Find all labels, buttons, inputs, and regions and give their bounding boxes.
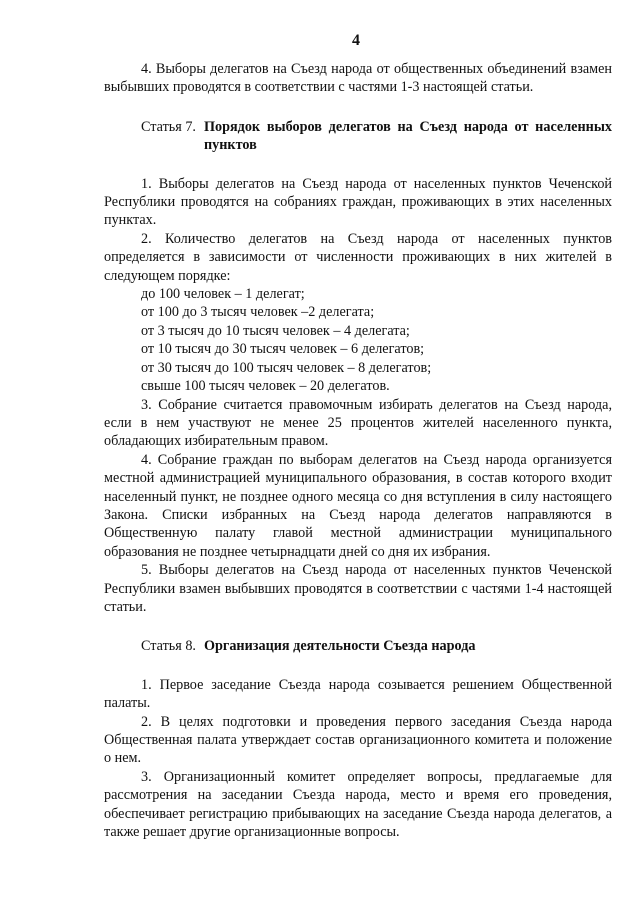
article8-heading: [104, 637, 612, 655]
article8-part2: 2. В целях подготовки и проведения первого заседания Съезда народа Общественная палата утверждает состав организационного комитета и положение о нем.: [104, 713, 612, 767]
document-body: [104, 60, 612, 841]
list-item: свыше 100 тысяч человек – 20 делегатов.: [141, 378, 390, 395]
article8-part3: 3. Организационный комитет определяет вопросы, предлагаемые для рассмотрения на заседании Съезда народа, место и время его проведения, обеспечивает регистрацию прибывающих на заседание Съезда народа делегатов, а также решает другие организационные вопросы.: [104, 768, 612, 841]
article8-part1: 1. Первое заседание Съезда народа созывается решением Общественной палаты.: [104, 676, 612, 712]
article7-label: Статья 7.: [141, 118, 196, 135]
article7-title: Порядок выборов делегатов на Съезд народа от населенных пунктов: [203, 118, 612, 154]
list-item: от 100 до 3 тысяч человек –2 делегата;: [141, 304, 375, 321]
article7-part5: 5. Выборы делегатов на Съезд народа от населенных пунктов Чеченской Республики взамен выбывших проводятся в соответствии с частями 1-4 настоящей статьи.: [104, 562, 612, 615]
list-item: от 30 тысяч до 100 тысяч человек – 8 делегатов;: [141, 359, 432, 376]
list-item: до 100 человек – 1 делегат;: [141, 286, 305, 303]
delegate-quota-list: [104, 285, 612, 395]
article8-title: Организация деятельности Съезда народа: [203, 638, 476, 655]
article7-part3: 3. Собрание считается правомочным избирать делегатов на Съезд народа, если в нем участвуют не менее 25 процентов жителей населенного пункта, обладающих избирательным правом.: [104, 396, 612, 450]
page-number: 4: [352, 32, 360, 49]
article6-part4: 4. Выборы делегатов на Съезд народа от общественных объединений взамен выбывших проводятся в соответствии с частями 1-3 настоящей статьи.: [104, 61, 612, 96]
article7-part1: 1. Выборы делегатов на Съезд народа от населенных пунктов Чеченской Республики проводятся на собраниях граждан, проживающих в этих населенных пунктах.: [104, 175, 612, 229]
article7-part2: 2. Количество делегатов на Съезд народа от населенных пунктов определяется в зависимости от численности проживающих в них жителей в следующем порядке:: [104, 230, 612, 284]
article7-part4: 4. Собрание граждан по выборам делегатов на Съезд народа организуется местной администрацией муниципального образования, в состав которого входит населенный пункт, не позднее одного месяца со дня вступления в силу настоящего Закона. Списки избранных на Съезд народа делегатов направляются в Общественную палату главой местной администрации муниципального образования не позднее четырнадцати дней со дня их избрания.: [104, 451, 612, 560]
article7-heading: [104, 118, 612, 155]
article8-label: Статья 8.: [141, 638, 196, 655]
list-item: от 3 тысяч до 10 тысяч человек – 4 делегата;: [141, 322, 410, 339]
list-item: от 10 тысяч до 30 тысяч человек – 6 делегатов;: [141, 341, 425, 358]
